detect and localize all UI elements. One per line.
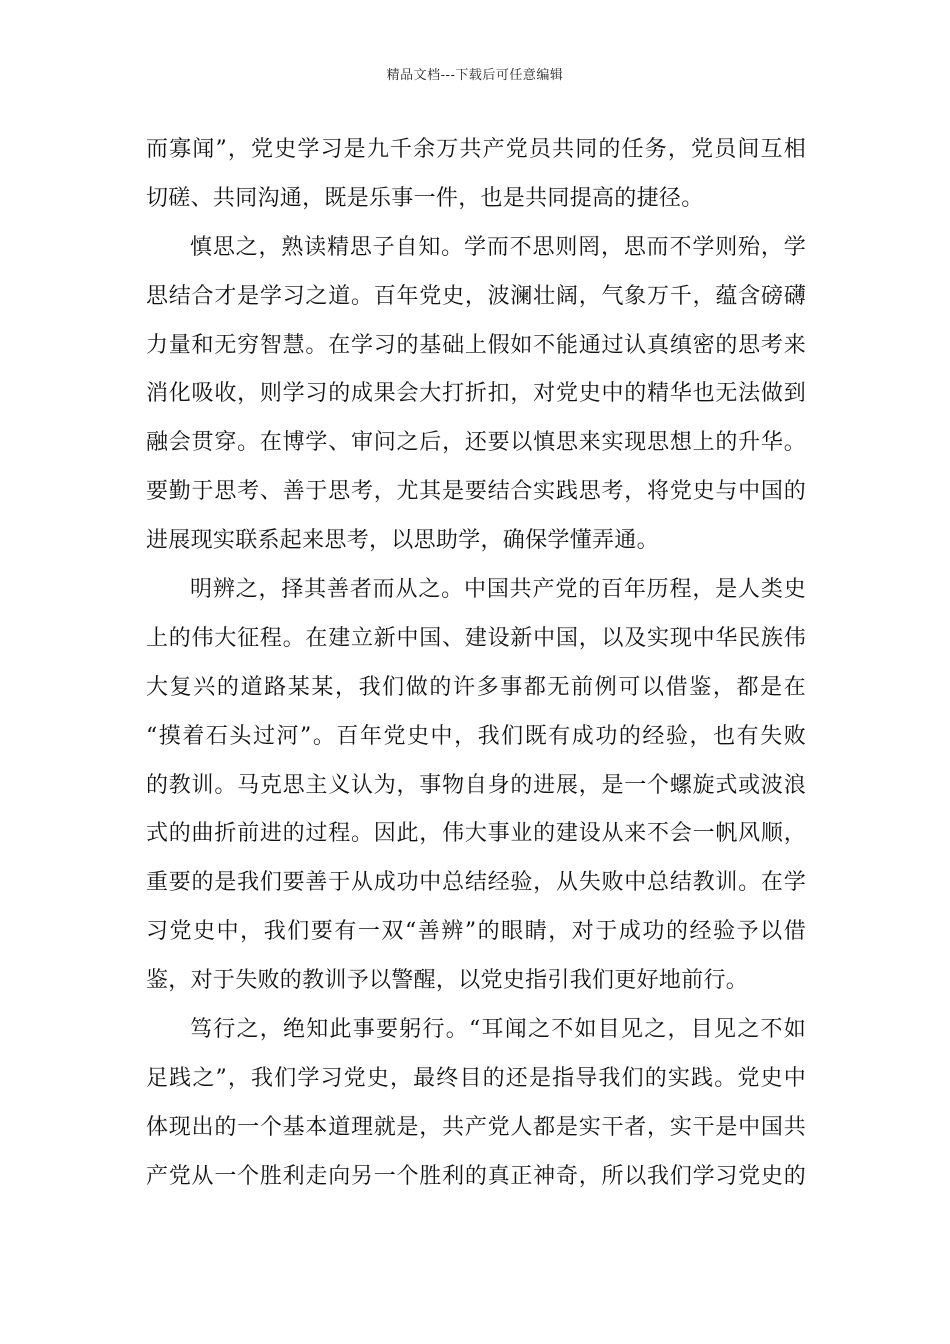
text-line: 大复兴的道路某某，我们做的许多事都无前例可以借鉴，都是在	[146, 674, 806, 700]
text-line: 消化吸收，则学习的成果会大打折扣，对党史中的精华也无法做到	[146, 381, 806, 407]
text-line: 重要的是我们要善于从成功中总结经验，从失败中总结教训。在学	[146, 870, 806, 896]
text-line: 思结合才是学习之道。百年党史，波澜壮阔，气象万千，蕴含磅礴	[146, 283, 806, 309]
text-line: 习党史中，我们要有一双“善辨”的眼睛，对于成功的经验予以借	[146, 919, 806, 945]
paragraph-first-line: 笃行之，绝知此事要躬行。“耳闻之不如目见之，目见之不如	[190, 1017, 806, 1043]
text-line: 融会贯穿。在博学、审问之后，还要以慎思来实现思想上的升华。	[146, 430, 806, 456]
text-line: “摸着石头过河”。百年党史中，我们既有成功的经验，也有失败	[146, 723, 806, 749]
paragraph-first-line: 慎思之，熟读精思子自知。学而不思则罔，思而不学则殆，学	[190, 234, 806, 260]
text-line: 足践之”，我们学习党史，最终目的还是指导我们的实践。党史中	[146, 1065, 806, 1091]
text-line: 力量和无穷智慧。在学习的基础上假如不能通过认真缜密的思考来	[146, 332, 806, 358]
text-line: 而寡闻”，党史学习是九千余万共产党员共同的任务，党员间互相	[146, 137, 806, 162]
text-line: 切磋、共同沟通，既是乐事一件，也是共同提高的捷径。	[146, 185, 704, 211]
text-line: 鉴，对于失败的教训予以警醒，以党史指引我们更好地前行。	[146, 968, 749, 994]
page-header: 精品文档---下载后可任意编辑	[386, 68, 564, 83]
text-line: 体现出的一个基本道理就是，共产党人都是实干者，实干是中国共	[146, 1114, 806, 1140]
text-line: 进展现实联系起来思考，以思助学，确保学懂弄通。	[146, 528, 659, 554]
text-line: 产党从一个胜利走向另一个胜利的真正神奇，所以我们学习党史的	[146, 1163, 806, 1189]
text-line: 式的曲折前进的过程。因此，伟大事业的建设从来不会一帆风顺，	[146, 821, 806, 847]
text-line: 的教训。马克思主义认为，事物自身的进展，是一个螺旋式或波浪	[146, 772, 806, 798]
text-line: 要勤于思考、善于思考，尤其是要结合实践思考，将党史与中国的	[146, 479, 806, 505]
paragraph-first-line: 明辨之，择其善者而从之。中国共产党的百年历程，是人类史	[190, 577, 806, 603]
text-line: 上的伟大征程。在建立新中国、建设新中国，以及实现中华民族伟	[146, 625, 806, 651]
document-body	[146, 130, 806, 1206]
